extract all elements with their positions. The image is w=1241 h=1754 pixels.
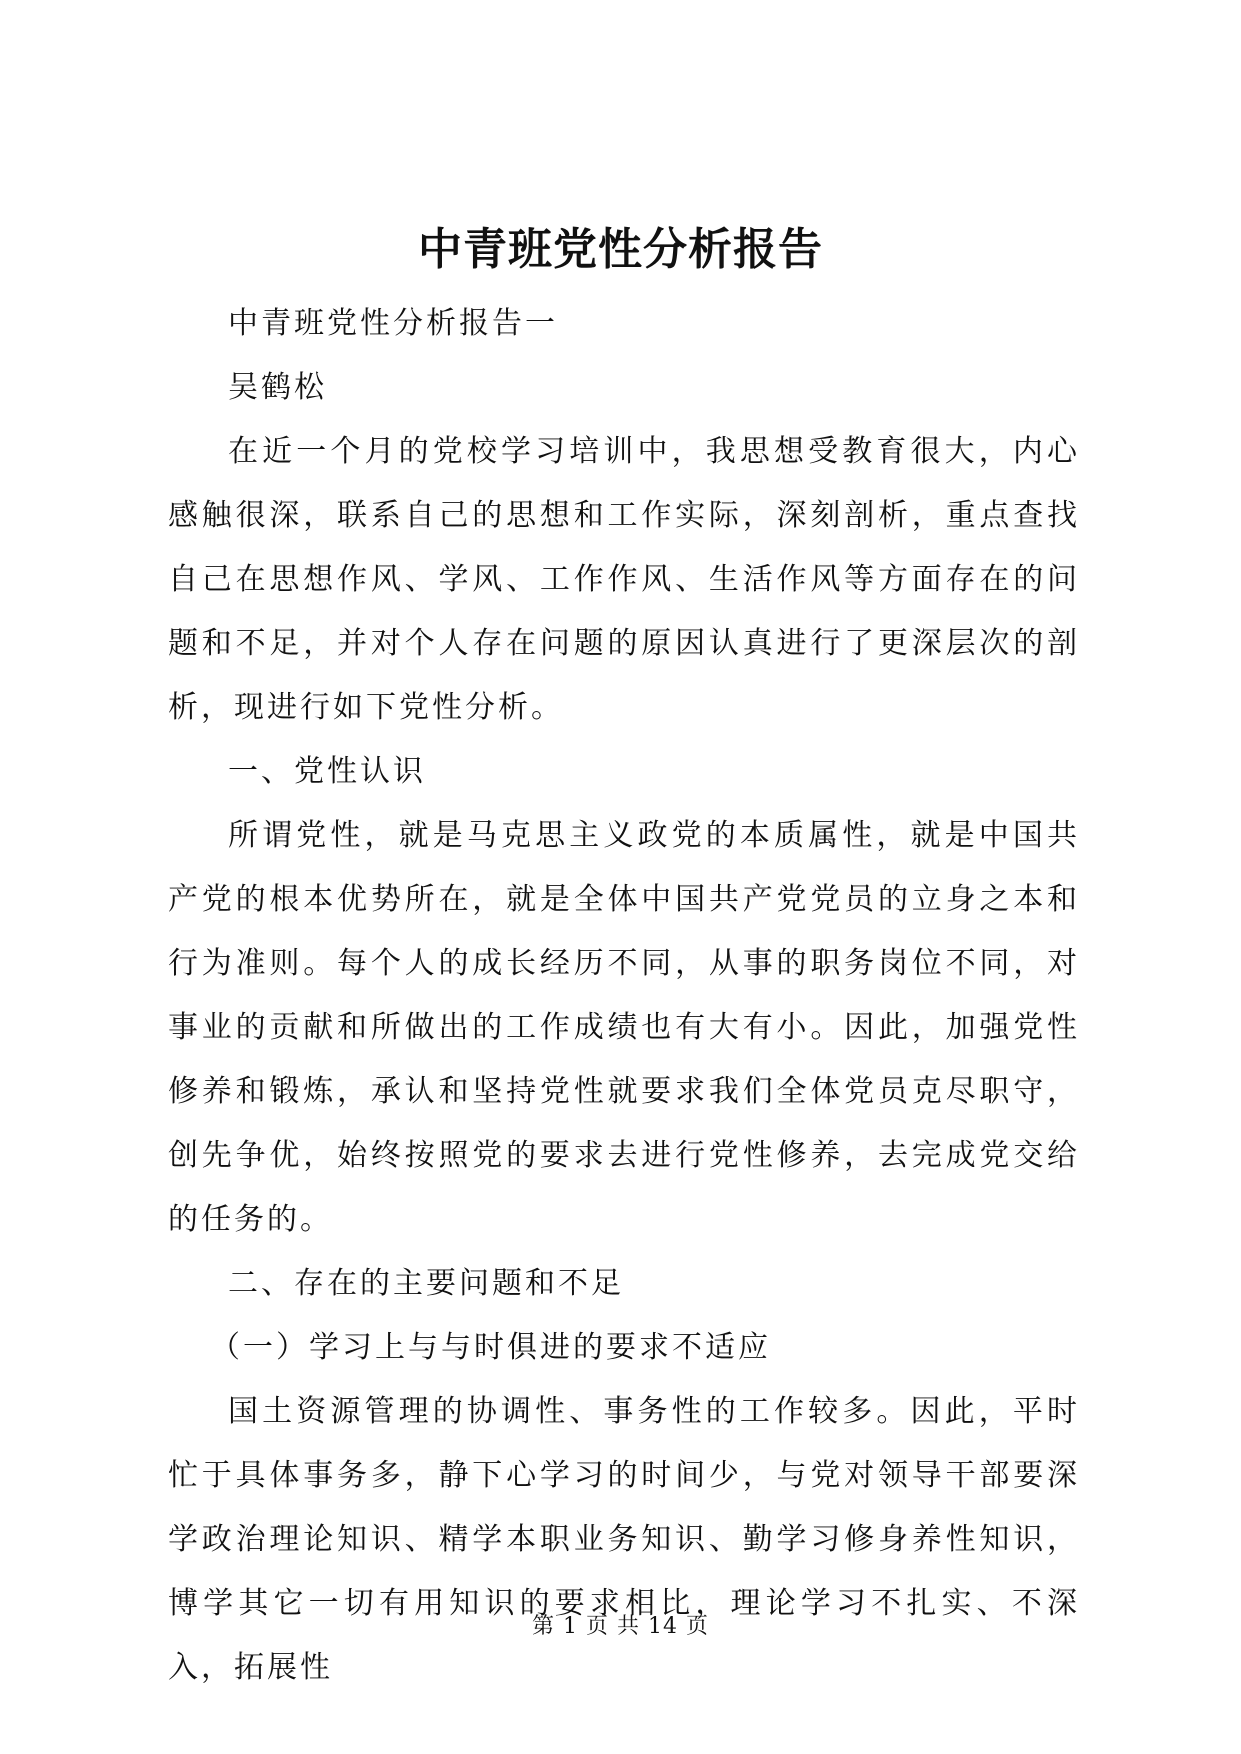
section-heading-1: 一、党性认识 xyxy=(228,754,426,789)
section-1-paragraph: 所谓党性，就是马克思主义政党的本质属性，就是中国共产党的根本优势所在，就是全体中国共产党党员的立身之本和行为准则。每个人的成长经历不同，从事的职务岗位不同，对事业的贡献和所做出的工作成绩也有大有小。因此，加强党性修养和锻炼，承认和坚持党性就要求我们全体党员克尽职守，创先争优，始终按照党的要求去进行党性修养，去完成党交给的任务的。 xyxy=(168,818,1080,1237)
document-body xyxy=(168,292,1080,1700)
page-footer: 第 1 页 共 14 页 xyxy=(532,1614,709,1639)
subtitle-paragraph: 中青班党性分析报告一 xyxy=(228,306,558,341)
subsection-1-paragraph: 国土资源管理的协调性、事务性的工作较多。因此，平时忙于具体事务多，静下心学习的时间少，与党对领导干部要深学政治理论知识、精学本职业务知识、勤学习修身养性知识，博学其它一切有用知识的要求相比，理论学习不扎实、不深入，拓展性 xyxy=(168,1394,1080,1685)
subsection-heading-1: （一）学习上与与时俱进的要求不适应 xyxy=(210,1330,771,1365)
intro-paragraph: 在近一个月的党校学习培训中，我思想受教育很大，内心感触很深，联系自己的思想和工作实际，深刻剖析，重点查找自己在思想作风、学风、工作作风、生活作风等方面存在的问题和不足，并对个人存在问题的原因认真进行了更深层次的剖析，现进行如下党性分析。 xyxy=(168,434,1080,725)
author-name: 吴鹤松 xyxy=(228,370,327,405)
document-title: 中青班党性分析报告 xyxy=(418,224,823,275)
section-heading-2: 二、存在的主要问题和不足 xyxy=(228,1266,624,1301)
